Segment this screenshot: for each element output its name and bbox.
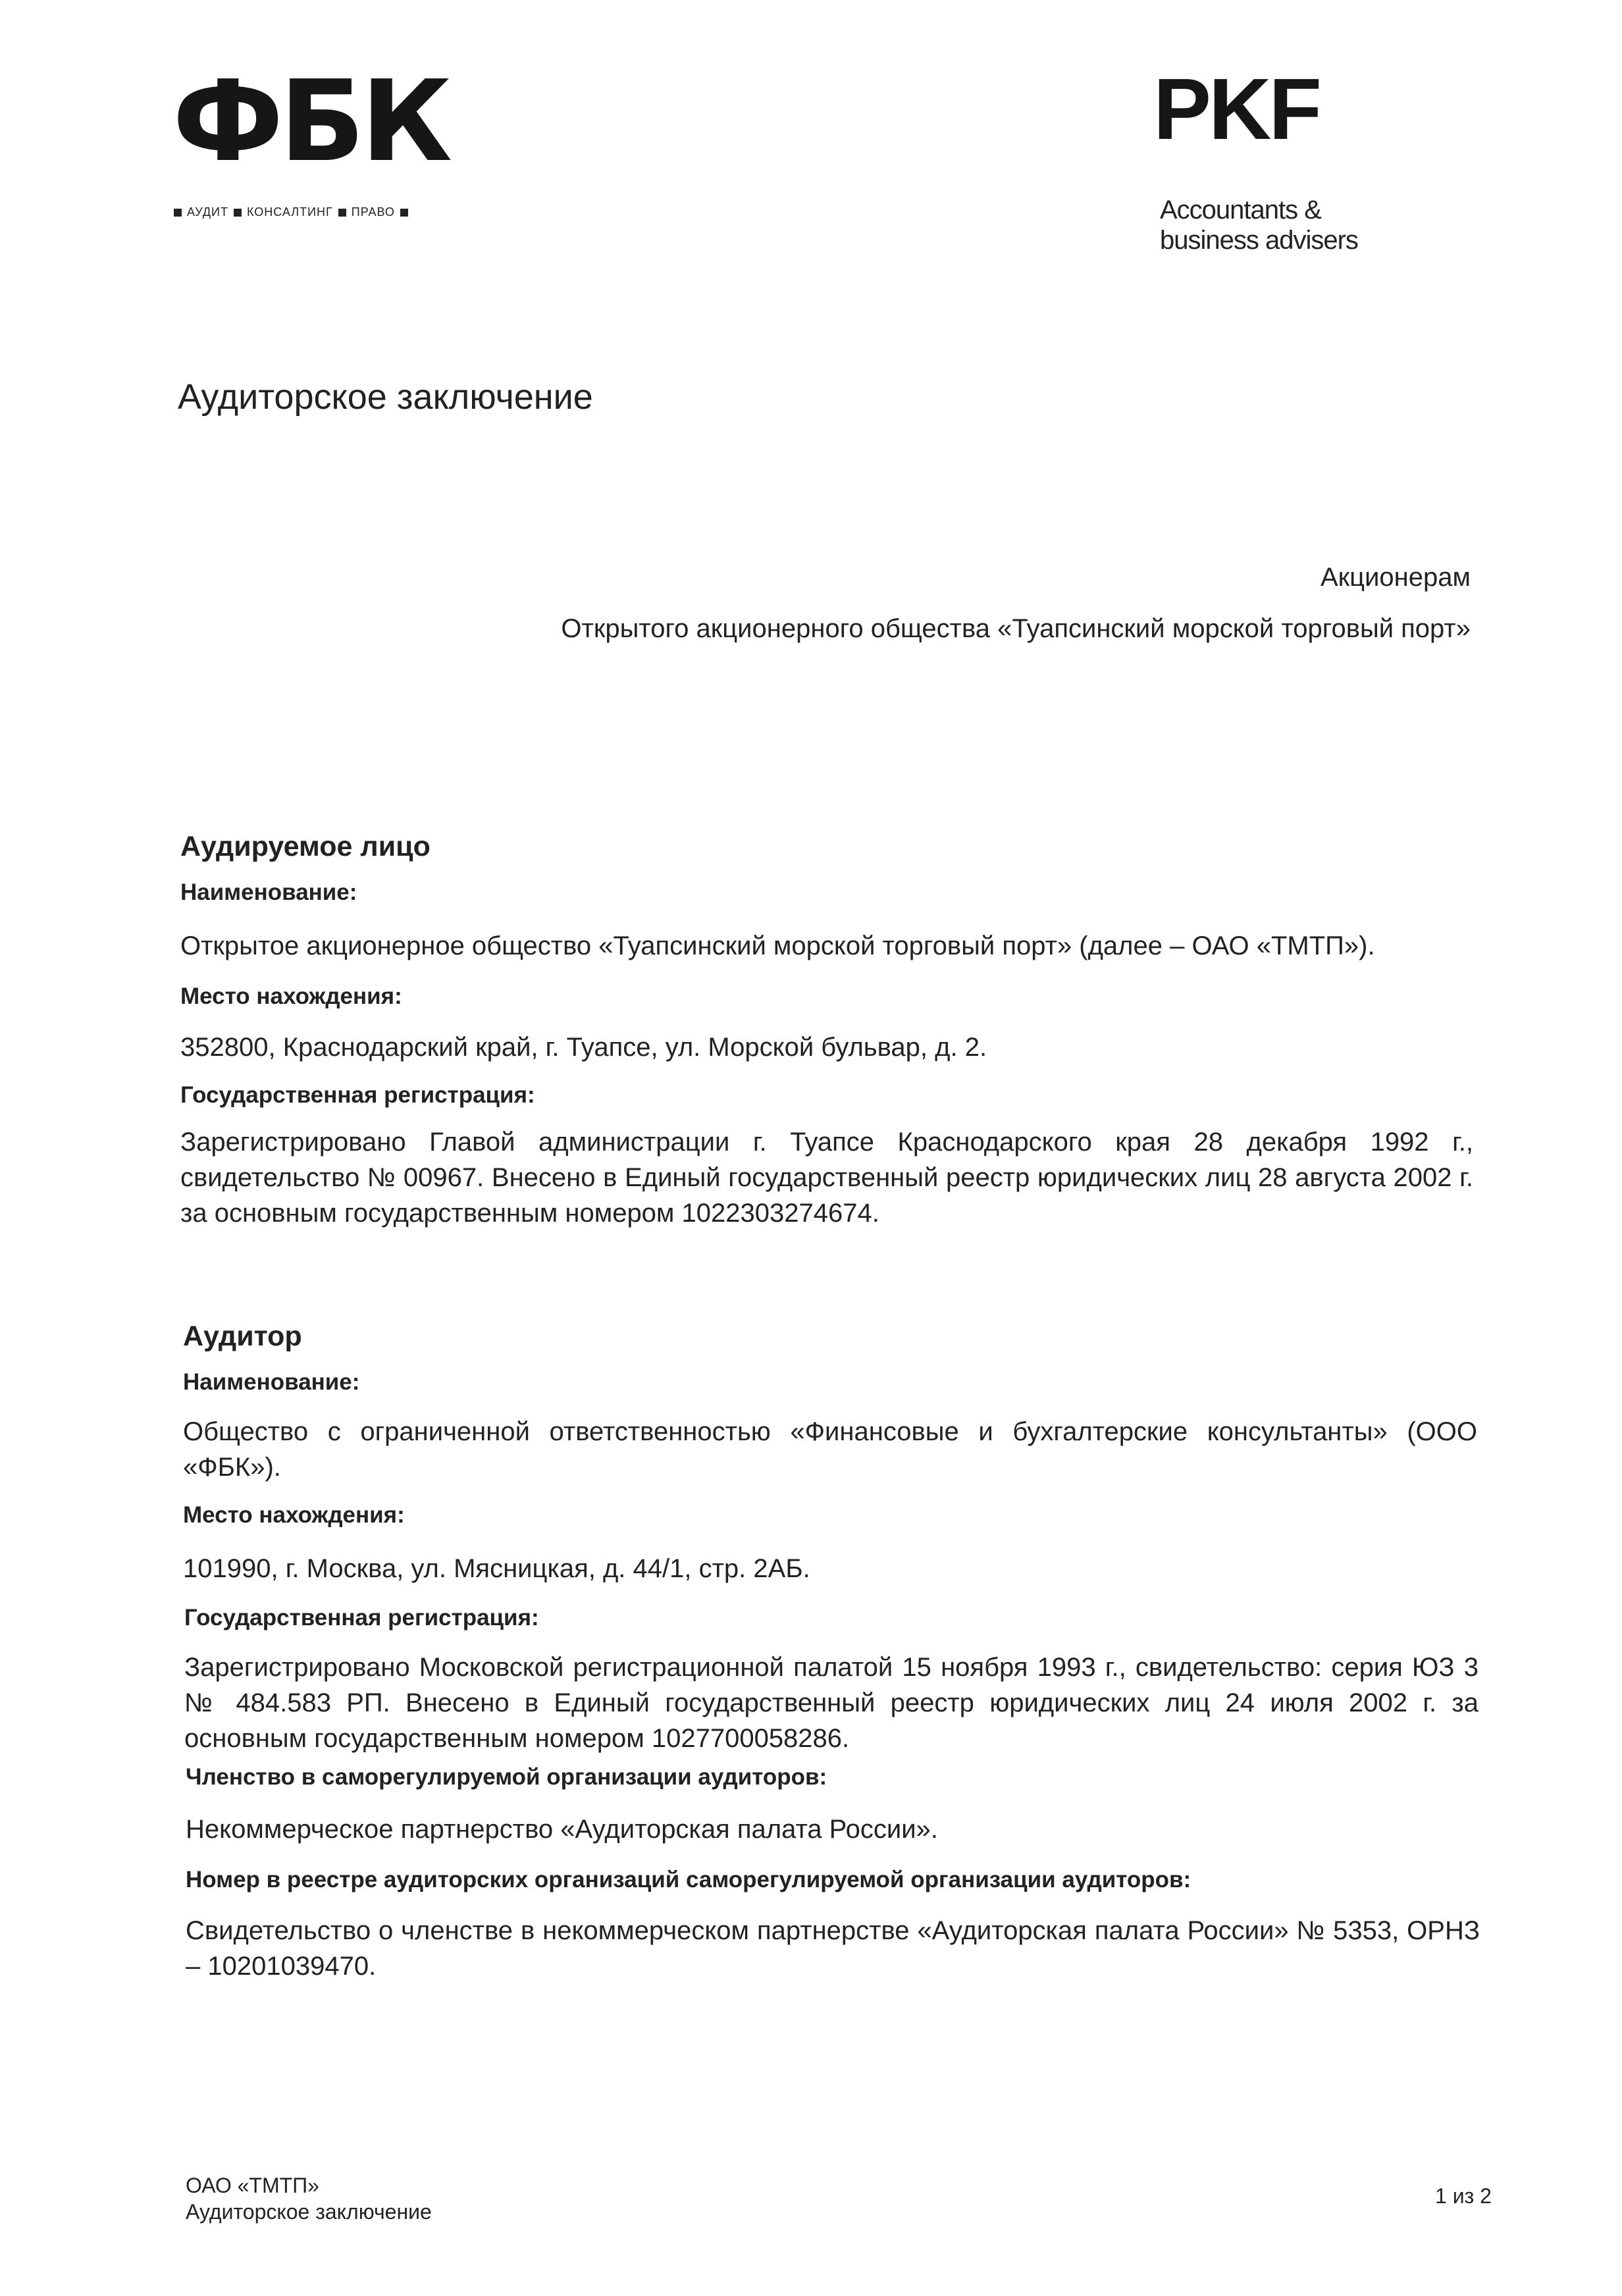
auditor-heading: Аудитор <box>183 1320 302 1352</box>
pkf-tagline <box>1160 195 1358 255</box>
footer-document: Аудиторское заключение <box>186 2200 432 2224</box>
audited-entity-location: 352800, Краснодарский край, г. Туапсе, ул. Морской бульвар, д. 2. <box>180 1033 987 1062</box>
auditor-location: 101990, г. Москва, ул. Мясницкая, д. 44/1, стр. 2АБ. <box>183 1554 810 1583</box>
auditor-name: Общество с ограниченной ответственностью «Финансовые и бухгалтерские консультанты» (ООО «ФБК»). <box>183 1417 1477 1482</box>
auditor-registration-label: Государственная регистрация: <box>184 1605 539 1631</box>
fbk-tagline-audit: АУДИТ <box>187 205 228 219</box>
auditor-location-label: Место нахождения: <box>183 1502 405 1528</box>
fbk-tagline-law: ПРАВО <box>351 205 395 219</box>
auditor-registry: Свидетельство о членстве в некоммерческом партнерстве «Аудиторская палата России» № 5353, ОРНЗ – 10201039470. <box>186 1916 1480 1981</box>
fbk-tagline-consulting: КОНСАЛТИНГ <box>246 205 333 219</box>
addressee-line2: Открытого акционерного общества «Туапсинский морской торговый порт» <box>561 614 1471 643</box>
auditor-registration: Зарегистрировано Московской регистрационной палатой 15 ноября 1993 г., свидетельство: серия ЮЗ 3 № 484.583 РП. Внесено в Единый государственный реестр юридических лиц 24 июля 2002 г. за основным государственным номером 1027700058286. <box>184 1653 1478 1753</box>
square-bullet-icon <box>400 209 408 217</box>
audited-entity-location-label: Место нахождения: <box>180 983 402 1009</box>
fbk-tagline <box>174 205 408 219</box>
audited-entity-heading: Аудируемое лицо <box>180 831 431 862</box>
addressee-block <box>561 552 1471 654</box>
document-title: Аудиторское заключение <box>178 377 593 417</box>
footer-company: ОАО «ТМТП» <box>186 2174 319 2197</box>
auditor-registry-label: Номер в реестре аудиторских организаций саморегулируемой организации аудиторов: <box>186 1867 1191 1892</box>
addressee-line1: Акционерам <box>1320 563 1471 592</box>
audited-entity-registration-label: Государственная регистрация: <box>180 1082 535 1108</box>
square-bullet-icon <box>234 209 242 217</box>
auditor-name-label: Наименование: <box>183 1369 360 1395</box>
pkf-logo: PKF <box>1153 61 1319 157</box>
audited-entity-name: Открытое акционерное общество «Туапсинский морской торговый порт» (далее – ОАО «ТМТП»). <box>180 931 1375 960</box>
auditor-membership: Некоммерческое партнерство «Аудиторская палата России». <box>186 1815 938 1844</box>
audited-entity-registration: Зарегистрировано Главой администрации г. Туапсе Краснодарского края 28 декабря 1992 г., свидетельство № 00967. Внесено в Единый государственный реестр юридических лиц 28 августа 2002 г. за основным государственным номером 1022303274674. <box>180 1128 1473 1228</box>
pkf-tagline-line2: business advisers <box>1160 226 1358 255</box>
footer-left <box>186 2172 432 2225</box>
audited-entity-name-label: Наименование: <box>180 879 357 905</box>
fbk-logo: ФБК <box>172 57 449 187</box>
square-bullet-icon <box>338 209 346 217</box>
page-number: 1 из 2 <box>1435 2184 1492 2208</box>
square-bullet-icon <box>174 209 182 217</box>
pkf-tagline-line1: Accountants & <box>1160 196 1321 224</box>
auditor-membership-label: Членство в саморегулируемой организации аудиторов: <box>186 1764 827 1790</box>
